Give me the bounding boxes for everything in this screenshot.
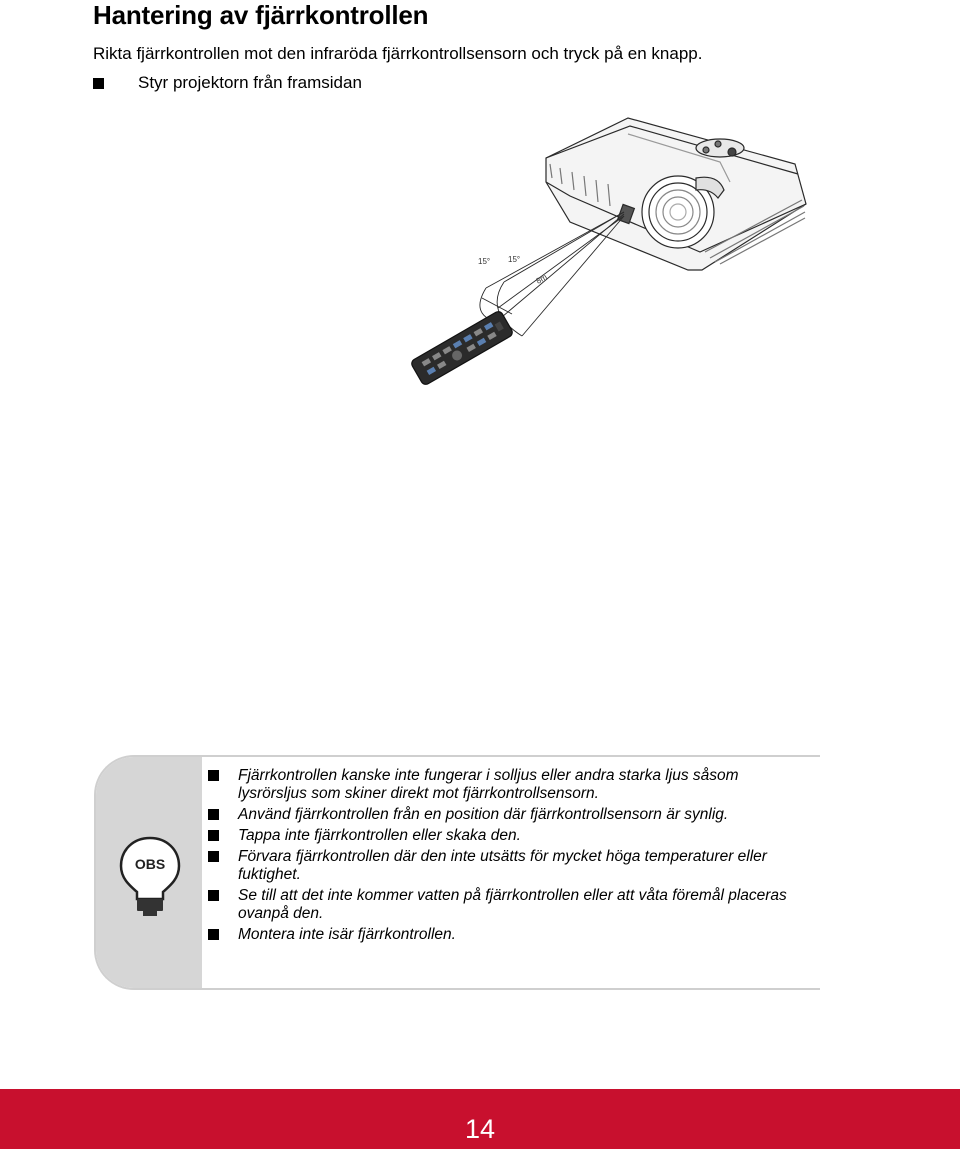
note-item (206, 827, 806, 845)
distance-label: 8m (534, 272, 549, 286)
note-item (206, 926, 806, 944)
square-bullet-icon (208, 929, 219, 940)
footer-bar (0, 1089, 960, 1149)
note-list (206, 767, 806, 947)
square-bullet-icon (208, 851, 219, 862)
note-item-text: Montera inte isär fjärrkontrollen. (238, 926, 456, 943)
angle-right-label: 15° (508, 255, 521, 264)
note-side-panel (96, 757, 202, 988)
square-bullet-icon (208, 809, 219, 820)
square-bullet-icon (93, 78, 104, 89)
intro-text: Rikta fjärrkontrollen mot den infraröda fjärrkontrollsensorn och tryck på en knapp. (93, 44, 703, 63)
page-number: 14 (464, 1114, 496, 1144)
note-item-text: Fjärrkontrollen kanske inte fungerar i solljus eller andra starka ljus såsom lysrörsljus som skiner direkt mot fjärrkontrollsensorn. (238, 767, 739, 802)
note-item (206, 767, 806, 803)
obs-badge-label: OBS (134, 856, 166, 872)
note-item-text: Använd fjärrkontrollen från en position där fjärrkontrollsensorn är synlig. (238, 806, 729, 823)
note-item (206, 848, 806, 884)
lightbulb-icon (118, 835, 182, 917)
page-title: Hantering av fjärrkontrollen (93, 0, 429, 30)
square-bullet-icon (208, 890, 219, 901)
note-item (206, 806, 806, 824)
note-item (206, 887, 806, 923)
note-item-text: Tappa inte fjärrkontrollen eller skaka den. (238, 827, 521, 844)
remote-control-illustration (410, 310, 514, 386)
note-item-text: Förvara fjärrkontrollen där den inte utsätts för mycket höga temperaturer eller fuktighet. (238, 848, 767, 883)
square-bullet-icon (208, 830, 219, 841)
angle-left-label: 15° (478, 257, 491, 266)
projector-remote-illustration (400, 112, 820, 392)
note-item-text: Se till att det inte kommer vatten på fjärrkontrollen eller att våta föremål placeras ovanpå den. (238, 887, 787, 922)
section-bullet (93, 72, 362, 94)
square-bullet-icon (208, 770, 219, 781)
section-bullet-label: Styr projektorn från framsidan (138, 73, 362, 92)
note-box (94, 755, 820, 990)
